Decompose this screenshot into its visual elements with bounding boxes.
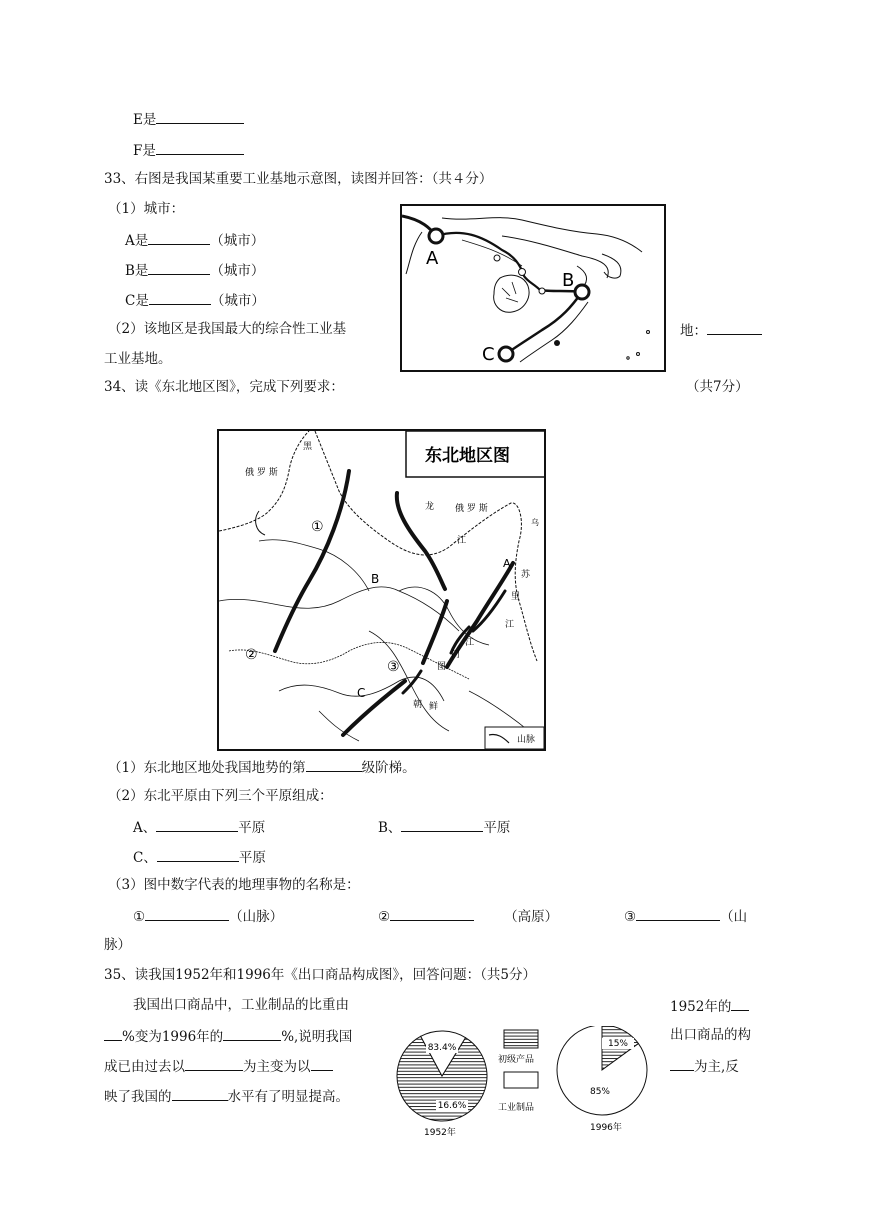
q35-line2: %变为1996年的 %,说明我国 <box>104 1026 352 1046</box>
industrial-base-map-svg <box>402 206 664 370</box>
q35-line3-right: 为主,反 <box>670 1056 739 1076</box>
label-su: 苏 <box>521 570 531 580</box>
q34-s1: （1）东北地区地处我国地势的第 级阶梯。 <box>108 757 416 777</box>
label-jiang3: 江 <box>465 638 475 648</box>
q33-sub2-right: 地： <box>680 320 762 340</box>
label-wu: 乌 <box>531 518 539 527</box>
northeast-map <box>217 429 546 751</box>
pie-1996 <box>557 1026 647 1115</box>
q34-plain-b: B、 平原 <box>378 817 510 837</box>
pie-1952年-label-0: 83.4% <box>427 1043 457 1053</box>
pie-1996年-label-0: 15% <box>607 1039 629 1049</box>
northeast-map-svg <box>219 431 544 749</box>
label-russia-nw: 俄 罗 斯 <box>245 468 278 478</box>
legend-mountain-label: 山脉 <box>517 735 536 745</box>
label-plain-b: B <box>371 572 380 586</box>
city-c-marker <box>499 347 513 361</box>
mountain-north <box>397 493 445 589</box>
label-hei: 黑 <box>303 442 313 452</box>
pie-1952 <box>397 1031 487 1121</box>
map-label-c: C <box>482 344 495 365</box>
q35-line2-right: 出口商品的构 <box>670 1027 751 1043</box>
q35-line1-right: 1952年的 <box>670 996 749 1016</box>
label-russia-ne: 俄 罗 斯 <box>455 504 488 514</box>
q35-line1: 我国出口商品中，工业制品的比重由 <box>133 997 349 1013</box>
label-num-1: ① <box>311 519 324 535</box>
q33-b-line: B是 （城市） <box>125 260 264 280</box>
q32-e-line: E是 <box>133 109 244 129</box>
q32-f-line: F是 <box>133 140 244 160</box>
q34-n3: ③ （山 <box>624 906 747 926</box>
map-label-a: A <box>426 248 439 269</box>
city-a-marker <box>429 229 443 243</box>
pie-1996-caption: 1996年 <box>590 1123 622 1133</box>
q35-title: 35、读我国1952年和1996年《出口商品构成图》，回答问题：（共5分） <box>104 967 536 983</box>
label-xian: 鲜 <box>429 702 439 712</box>
q34-n1: ① （山脉） <box>133 906 283 926</box>
label-tu: 图 <box>437 662 447 672</box>
q35-line4: 映了我国的 水平有了明显提高。 <box>104 1086 349 1106</box>
legend-primary-swatch <box>504 1030 538 1048</box>
label-li: 里 <box>511 592 521 602</box>
label-num-3: ③ <box>387 659 400 675</box>
q33-sub2: （2）该地区是我国最大的综合性工业基 <box>108 321 347 337</box>
q33-title: 33、右图是我国某重要工业基地示意图，读图并回答：（共４分） <box>104 171 493 187</box>
q33-a-line: A是 （城市） <box>125 230 264 250</box>
mountain-1 <box>275 471 349 651</box>
legend-industrial-swatch <box>504 1072 538 1088</box>
map-label-b: B <box>562 270 575 291</box>
q34-n3-cont: 脉） <box>104 937 131 953</box>
legend-industrial-label: 工业制品 <box>498 1103 535 1113</box>
legend-primary-label: 初级产品 <box>498 1055 535 1065</box>
label-chao: 朝 <box>413 700 423 710</box>
pie-1952年-label-1: 16.6% <box>437 1101 467 1111</box>
label-long: 龙 <box>425 502 435 512</box>
q34-score: （共7分） <box>686 379 749 395</box>
q34-plain-c: C、 平原 <box>133 847 266 867</box>
q33-sub1: （1）城市： <box>108 201 185 217</box>
label-plain-a: A <box>503 557 511 570</box>
label-plain-c: C <box>357 686 366 700</box>
q35-line3: 成已由过去以 为主变为以 <box>104 1056 333 1076</box>
northeast-map-title: 东北地区图 <box>425 446 510 466</box>
industrial-base-map <box>400 204 666 372</box>
label-jiang1: 江 <box>457 536 467 546</box>
label-men: 门 <box>451 650 461 660</box>
q33-sub2-cont: 工业基地。 <box>104 351 172 367</box>
pie-1996年-label-1: 85% <box>589 1087 611 1097</box>
export-pie-charts <box>396 1026 666 1136</box>
q34-n2: ② （高原） <box>378 906 558 926</box>
q34-s2: （2）东北平原由下列三个平原组成： <box>108 788 333 804</box>
pie-1952-caption: 1952年 <box>424 1128 456 1136</box>
q33-c-line: C是 （城市） <box>125 290 265 310</box>
label-num-2: ② <box>245 647 258 663</box>
q34-plain-a: A、 平原 <box>133 817 265 837</box>
q34-s3: （3）图中数字代表的地理事物的名称是： <box>108 877 360 893</box>
city-b-marker <box>575 285 589 299</box>
q34-title: 34、读《东北地区图》，完成下列要求： <box>104 379 344 395</box>
label-jiang2: 江 <box>505 620 515 630</box>
